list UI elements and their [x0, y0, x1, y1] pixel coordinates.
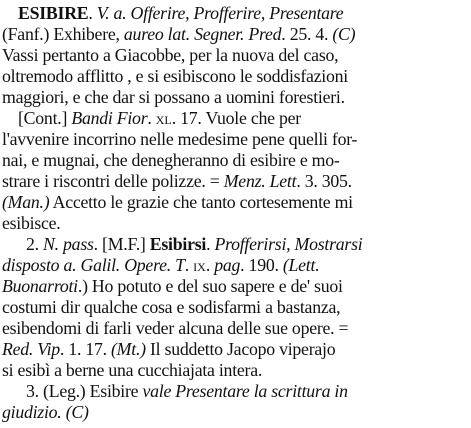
- text-run: esibendomi di farli veder alcuna delle sue opere. =: [2, 318, 349, 338]
- text-run: .: [206, 234, 211, 254]
- entry-line: [2, 192, 353, 213]
- bold-headword: ESIBIRE: [18, 3, 89, 23]
- italic-text: Menz. Lett: [223, 171, 297, 191]
- entry-line: [2, 402, 89, 423]
- text-run: 2.: [26, 234, 44, 254]
- text-run: Vassi pertanto a Giacobbe, per la nuova del caso,: [2, 45, 339, 65]
- text-run: costumi dir qualche cosa e sodisfarmi a bastanza,: [2, 297, 341, 317]
- text-run: Il suddetto Jacopo viperajo: [145, 339, 336, 359]
- italic-text: aureo lat. Segner. Pred: [123, 24, 282, 44]
- italic-text: N. pass: [43, 234, 94, 254]
- text-run: strare i riscontri delle polizze. =: [2, 171, 224, 191]
- text-run: (Fanf.) Exhibere,: [2, 24, 124, 44]
- entry-line: [2, 150, 340, 171]
- italic-text: pag: [210, 255, 241, 275]
- entry-line: [2, 318, 348, 339]
- text-run: .) Ho potuto e del suo sapere e de' suoi: [77, 276, 343, 296]
- entry-line: [2, 45, 338, 66]
- text-run: . 17. Vuole che per: [171, 108, 301, 128]
- text-run: oltremodo afflitto , e si esibiscono le soddisfazioni: [2, 66, 348, 86]
- text-run: esibisce.: [2, 213, 61, 233]
- entry-line: [26, 381, 348, 402]
- entry-line: [2, 276, 343, 297]
- text-run: . 190.: [240, 255, 283, 275]
- small-caps-numeral: ix: [193, 255, 206, 275]
- entry-line: [18, 108, 301, 129]
- text-run: .: [147, 108, 156, 128]
- italic-text: (Lett.: [282, 255, 320, 275]
- text-run: [Cont.]: [18, 108, 72, 128]
- entry-line: [2, 171, 352, 192]
- text-run: . 3. 305.: [296, 171, 352, 191]
- italic-text: (C): [332, 24, 356, 44]
- entry-line: [2, 129, 357, 150]
- italic-text: Profferirsi, Mostrarsi: [210, 234, 363, 254]
- italic-text: Bandi Fior: [71, 108, 148, 128]
- italic-text: (Man.): [2, 192, 50, 212]
- small-caps-numeral: xl: [155, 108, 172, 128]
- text-run: maggiori, e che dar si possano a uomini forestieri.: [2, 87, 345, 107]
- entry-line: [2, 66, 348, 87]
- text-run: . 25. 4.: [281, 24, 333, 44]
- entry-line: [2, 339, 335, 360]
- entry-line: [18, 3, 343, 24]
- entry-line: [2, 297, 340, 318]
- entry-line: [2, 24, 355, 45]
- entry-line: [2, 360, 262, 381]
- italic-text: disposto a. Galil. Opere. T: [2, 255, 185, 275]
- text-run: .: [205, 255, 211, 275]
- text-run: . 1. 17.: [59, 339, 112, 359]
- text-run: [M.F.]: [97, 234, 150, 254]
- italic-text: Red. Vip: [2, 339, 60, 359]
- text-run: 3. (Leg.) Esibire: [26, 381, 143, 401]
- entry-line: [2, 87, 345, 108]
- bold-headword: Esibirsi: [149, 234, 207, 254]
- entry-line: [2, 213, 60, 234]
- italic-text: Buonarroti: [2, 276, 78, 296]
- text-run: l'avvenire incorrino nelle medesime pene quelli for-: [2, 129, 358, 149]
- text-run: si esibì a berne una cucchiajata intera.: [2, 360, 263, 380]
- text-run: .: [88, 3, 93, 23]
- entry-line: [2, 255, 319, 276]
- text-run: nai, e mugnai, che denegheranno di esibire e mo-: [2, 150, 340, 170]
- text-run: .: [184, 255, 194, 275]
- italic-text: V. a. Offerire, Profferire, Presentare: [92, 3, 344, 23]
- italic-text: (Mt.): [111, 339, 146, 359]
- entry-line: [26, 234, 362, 255]
- text-run: Accetto le grazie che tanto cortesemente mi: [49, 192, 353, 212]
- text-run: .: [93, 234, 98, 254]
- italic-text: vale Presentare la scrittura in: [142, 381, 348, 401]
- italic-text: giudizio. (C): [2, 402, 89, 422]
